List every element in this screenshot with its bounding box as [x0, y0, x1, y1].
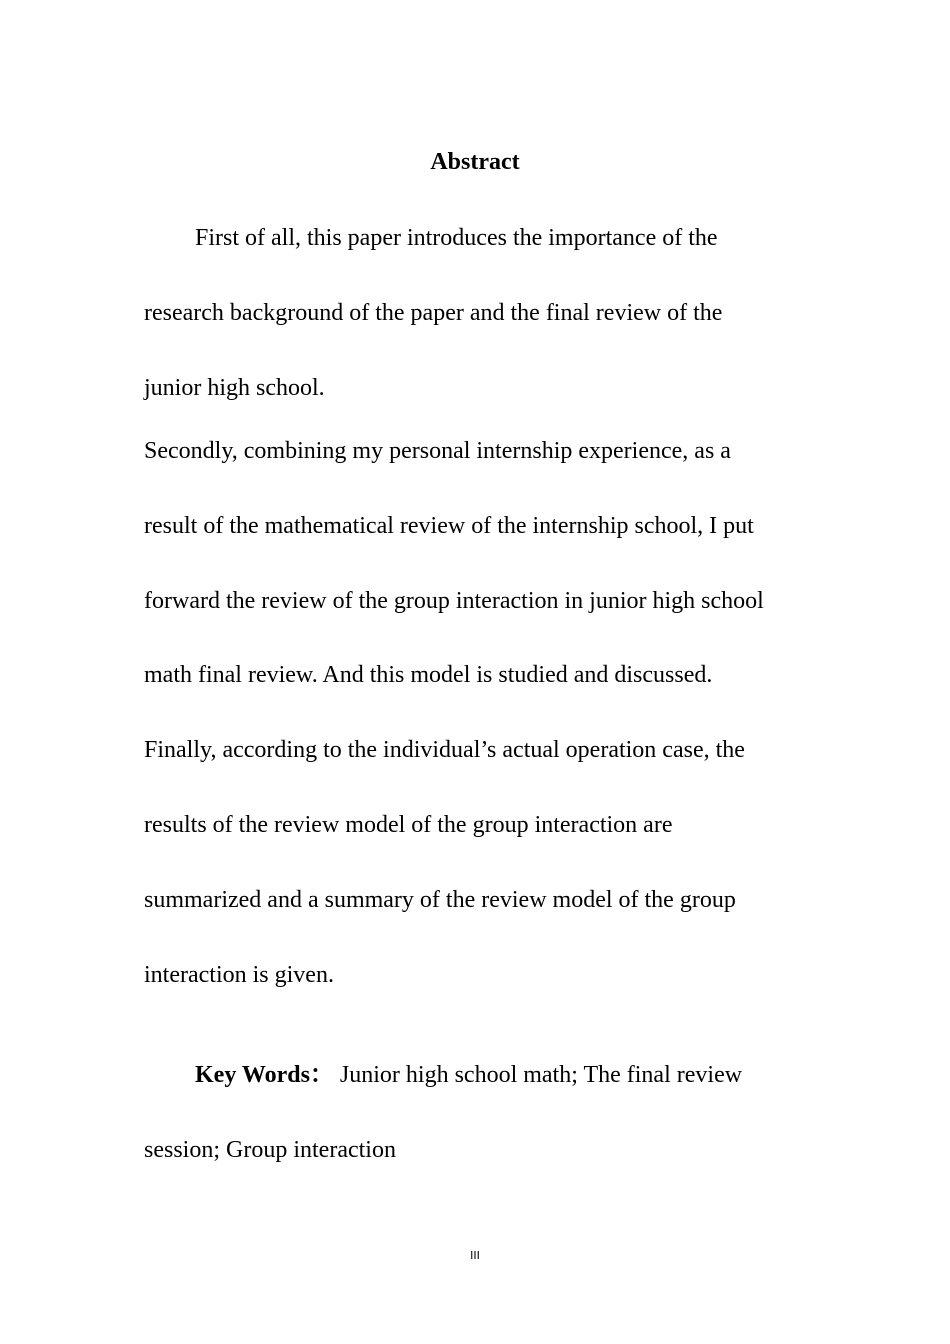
text-line: forward the review of the group interaction in junior high school	[144, 587, 764, 614]
text-line: results of the review model of the group interaction are	[144, 811, 673, 838]
abstract-title: Abstract	[430, 149, 520, 175]
abstract-paragraph-1	[144, 201, 814, 425]
text-line: summarized and a summary of the review model of the group	[144, 886, 736, 913]
keywords-paragraph	[144, 1038, 814, 1188]
text-line: junior high school.	[144, 374, 325, 401]
keywords-label: Key Words：	[195, 1062, 334, 1088]
keywords-text: Junior high school math; The final review	[333, 1062, 743, 1088]
text-line: Secondly, combining my personal internship experience, as a	[144, 438, 731, 464]
text-line: Finally, according to the individual’s actual operation case, the	[144, 737, 745, 764]
text-line: math final review. And this model is studied and discussed.	[144, 662, 713, 689]
keywords-continuation: session; Group interaction	[144, 1136, 396, 1163]
abstract-paragraph-2	[144, 414, 814, 1012]
keywords-line	[144, 1038, 814, 1113]
text-line: interaction is given.	[144, 961, 334, 988]
text-line: First of all, this paper introduces the importance of the	[195, 225, 718, 251]
page-number: III	[470, 1249, 480, 1262]
text-line: research background of the paper and the final review of the	[144, 299, 723, 326]
text-line: result of the mathematical review of the internship school, I put	[144, 512, 754, 539]
